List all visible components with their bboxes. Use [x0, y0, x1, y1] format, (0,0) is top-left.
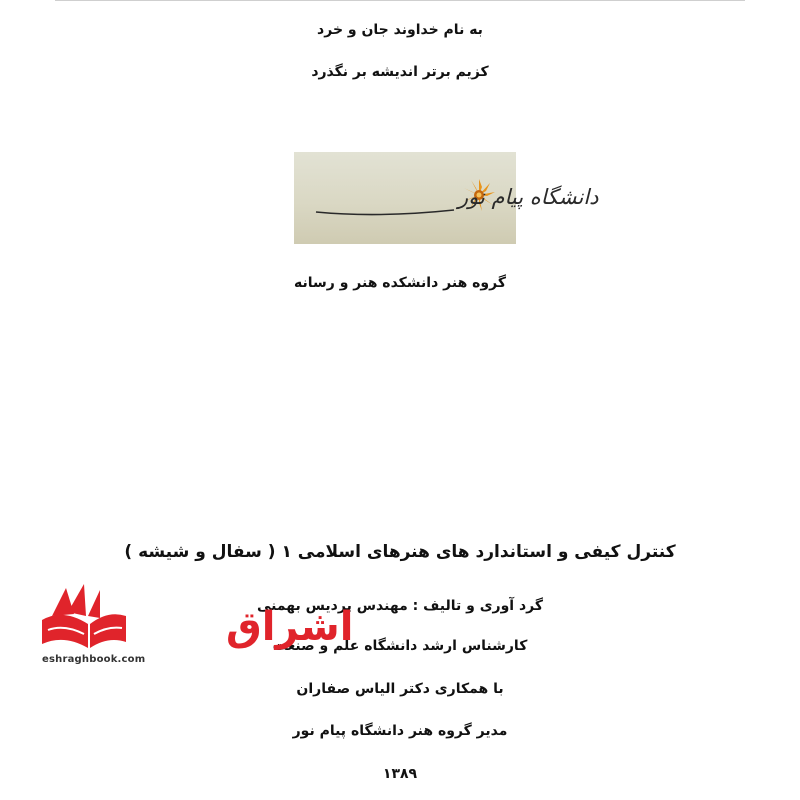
collaborator-role-line: مدیر گروه هنر دانشگاه پیام نور	[292, 723, 508, 739]
university-logo-wordmark	[308, 172, 599, 224]
open-book-icon	[42, 584, 126, 648]
publisher-logo	[38, 580, 354, 655]
top-rule	[55, 0, 745, 1]
book-title: کنترل کیفی و استاندارد های هنرهای اسلامی ۱ ( سفال و شیشه )	[124, 542, 676, 562]
publisher-website: eshraghbook.com	[42, 654, 146, 665]
author-line: گرد آوری و تالیف : مهندس پردیس بهمنی	[257, 598, 543, 614]
year-line: ۱۳۸۹	[382, 766, 418, 782]
university-logo	[294, 152, 599, 244]
department-line: گروه هنر دانشکده هنر و رسانه	[294, 275, 506, 291]
publisher-name: اشراق	[226, 604, 354, 650]
verse-line: کزیم برتر اندیشه بر نگذرد	[311, 64, 489, 80]
collaborator-line: با همکاری دکتر الیاس صفاران	[296, 681, 504, 697]
author-degree-line: کارشناس ارشد دانشگاه علم و صنعت	[272, 638, 528, 654]
invocation-line: به نام خداوند جان و خرد	[317, 22, 483, 38]
university-name-text: دانشگاه پیام نور	[458, 185, 599, 209]
